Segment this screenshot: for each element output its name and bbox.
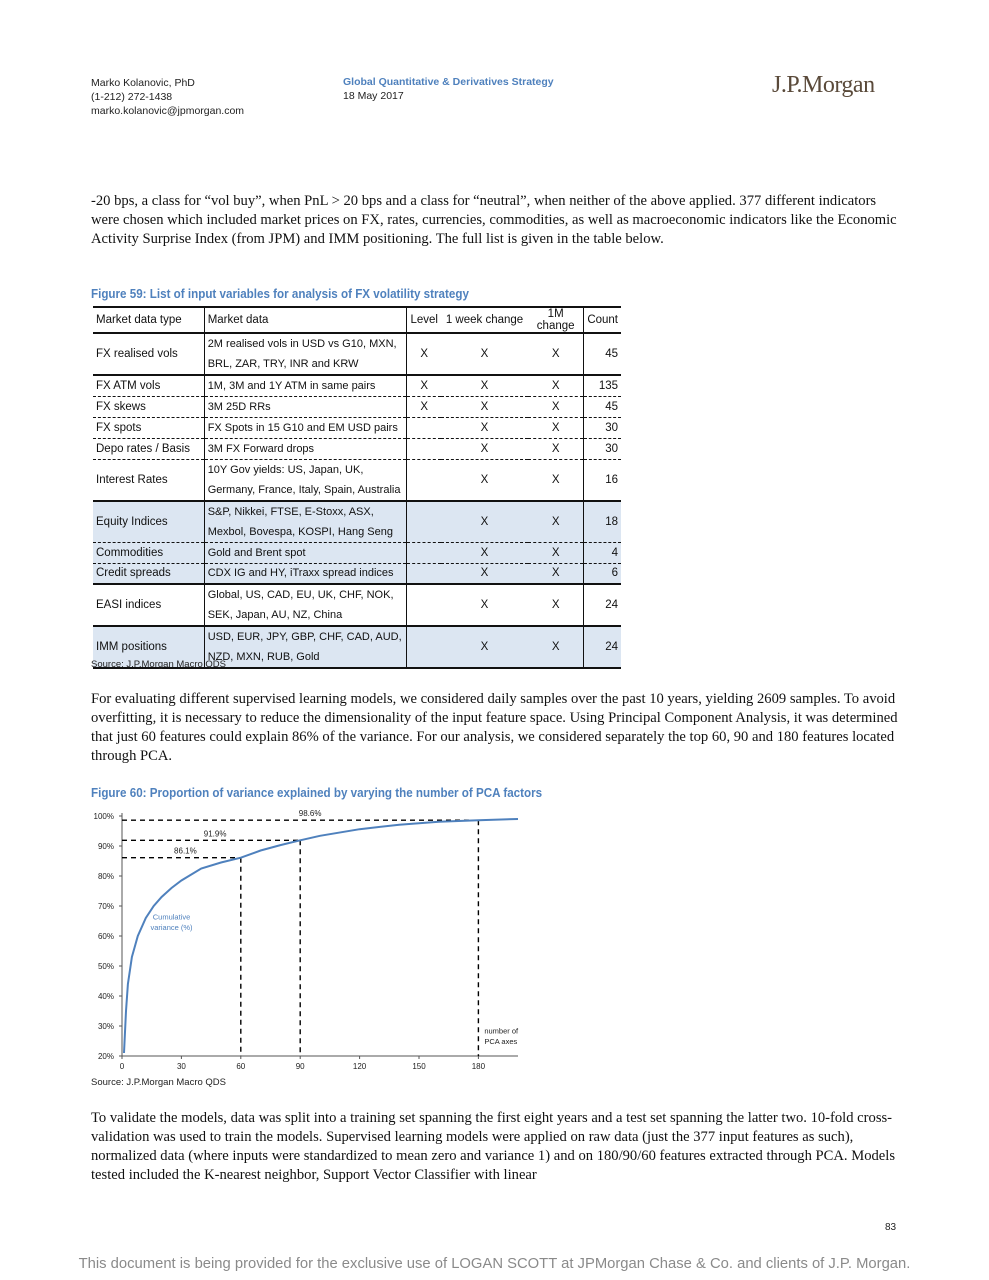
figure-59-source: Source: J.P.Morgan Macro QDS: [91, 659, 226, 670]
cell-week: X: [441, 396, 528, 417]
cell-week: X: [441, 375, 528, 396]
column-header-count: Count: [584, 307, 621, 333]
cell-month: X: [528, 459, 584, 501]
cell-count: 45: [584, 333, 621, 375]
cell-type: IMM positions: [93, 626, 204, 668]
author-email[interactable]: marko.kolanovic@jpmorgan.com: [91, 105, 245, 117]
cell-level: [407, 563, 441, 584]
y-tick-label: 60%: [97, 932, 114, 941]
cell-type: Credit spreads: [93, 563, 204, 584]
cell-count: 135: [584, 375, 621, 396]
cell-count: 30: [584, 417, 621, 438]
cell-week: X: [441, 333, 528, 375]
cell-month: X: [528, 396, 584, 417]
cell-week: X: [441, 542, 528, 563]
cell-count: 45: [584, 396, 621, 417]
cell-type: Equity Indices: [93, 501, 204, 543]
table-row: [93, 542, 621, 563]
cell-data: Global, US, CAD, EU, UK, CHF, NOK, SEK, Japan, AU, NZ, China: [204, 584, 407, 626]
cell-type: FX ATM vols: [93, 375, 204, 396]
figure-60-title: Figure 60: Proportion of variance explained by varying the number of PCA factors: [91, 786, 543, 800]
page-number: 83: [885, 1222, 897, 1233]
annotation-label: 98.6%: [298, 809, 322, 819]
cell-month: X: [528, 501, 584, 543]
cell-type: FX skews: [93, 396, 204, 417]
cell-week: X: [441, 459, 528, 501]
cell-level: [407, 501, 441, 543]
cell-data: S&P, Nikkei, FTSE, E-Stoxx, ASX, Mexbol, Bovespa, KOSPI, Hang Seng: [204, 501, 407, 543]
cell-count: 24: [584, 626, 621, 668]
header-center: [343, 75, 554, 103]
table-row: [93, 417, 621, 438]
cell-month: X: [528, 542, 584, 563]
report-date: 18 May 2017: [343, 90, 404, 102]
cell-type: FX spots: [93, 417, 204, 438]
cell-data: 3M 25D RRs: [204, 396, 407, 417]
author-name: Marko Kolanovic, PhD: [91, 77, 195, 89]
cell-month: X: [528, 333, 584, 375]
input-variables-table: [93, 306, 621, 669]
y-tick-label: 20%: [97, 1052, 114, 1061]
cell-level: [407, 438, 441, 459]
y-tick-label: 40%: [97, 992, 114, 1001]
cell-type: Commodities: [93, 542, 204, 563]
cell-week: X: [441, 584, 528, 626]
y-tick-label: 80%: [97, 872, 114, 881]
annotation-label: 86.1%: [174, 846, 197, 856]
cell-week: X: [441, 438, 528, 459]
table-header-row: [93, 307, 621, 333]
table-row: [93, 563, 621, 584]
table-row: [93, 438, 621, 459]
y-tick-label: 90%: [97, 842, 114, 851]
cell-count: 16: [584, 459, 621, 501]
division-name: Global Quantitative & Derivatives Strategy: [343, 76, 554, 88]
y-tick-label: 100%: [93, 812, 114, 821]
cell-month: X: [528, 563, 584, 584]
column-header-level: Level: [407, 307, 441, 333]
cell-month: X: [528, 626, 584, 668]
cell-data: USD, EUR, JPY, GBP, CHF, CAD, AUD, NZD, MXN, RUB, Gold: [204, 626, 407, 668]
cell-data: 2M realised vols in USD vs G10, MXN, BRL, ZAR, TRY, INR and KRW: [204, 333, 407, 375]
table-row: [93, 584, 621, 626]
cell-week: X: [441, 626, 528, 668]
table-row: [93, 396, 621, 417]
x-tick-label: 180: [471, 1062, 486, 1071]
cell-week: X: [441, 563, 528, 584]
cell-data: 3M FX Forward drops: [204, 438, 407, 459]
x-tick-label: 150: [412, 1062, 426, 1071]
cell-month: X: [528, 438, 584, 459]
x-tick-label: 60: [236, 1062, 246, 1071]
cell-level: X: [407, 375, 441, 396]
cell-type: FX realised vols: [93, 333, 204, 375]
y-tick-label: 50%: [97, 962, 114, 971]
cell-level: [407, 626, 441, 668]
body-paragraph-2: For evaluating different supervised learning models, we considered daily samples over the past 10 years, yielding 2609 samples. To avoid overfitting, it is necessary to reduce the dimensionality of the input feature space. Using Principal Component Analysis, it was determined that just 60 features could explain 86% of the variance. For our analysis, we considered separately the top 60, 90 and 180 features located through PCA.: [91, 691, 898, 764]
cell-level: [407, 542, 441, 563]
cell-data: CDX IG and HY, iTraxx spread indices: [204, 563, 407, 584]
x-axis-label: PCA axes: [484, 1037, 518, 1046]
cell-level: [407, 459, 441, 501]
body-paragraph-1: -20 bps, a class for “vol buy”, when PnL > 20 bps and a class for “neutral”, when neither of the above applied. 377 different indicators were chosen which included market prices on FX, rates, currencies, commodities, as well as macroeconomic indicators like the Economic Activity Surprise Index (from JPM) and IMM positioning. The full list is given in the table below.: [91, 193, 897, 247]
y-tick-label: 30%: [97, 1022, 114, 1031]
cell-level: X: [407, 396, 441, 417]
cell-week: X: [441, 417, 528, 438]
body-paragraph-3: To validate the models, data was split into a training set spanning the first eight years and a test set spanning the latter two. 10-fold cross-validation was used to train the models. Supervised learning models were applied on raw data (just the 377 input features as such), normalized data (where inputs were standardized to mean zero and variance 1) and on 180/90/60 features extracted through PCA. Models tested included the K-nearest neighbor, Support Vector Classifier with linear: [91, 1110, 895, 1183]
cell-count: 18: [584, 501, 621, 543]
table-row: [93, 501, 621, 543]
cell-week: X: [441, 501, 528, 543]
cell-data: FX Spots in 15 G10 and EM USD pairs: [204, 417, 407, 438]
cell-month: X: [528, 584, 584, 626]
table-row: [93, 459, 621, 501]
cell-type: EASI indices: [93, 584, 204, 626]
jpmorgan-logo: J.P.Morgan: [772, 72, 875, 98]
series-label: Cumulative: [152, 912, 191, 922]
column-header-week: 1 week change: [441, 307, 528, 333]
cell-type: Interest Rates: [93, 459, 204, 501]
figure-60-source: Source: J.P.Morgan Macro QDS: [91, 1077, 226, 1088]
x-tick-label: 0: [119, 1062, 125, 1071]
x-axis-label: number of: [484, 1026, 519, 1036]
pca-variance-chart: [86, 803, 536, 1075]
cell-type: Depo rates / Basis: [93, 438, 204, 459]
cell-month: X: [528, 375, 584, 396]
cell-level: X: [407, 333, 441, 375]
cell-data: Gold and Brent spot: [204, 542, 407, 563]
x-tick-label: 90: [295, 1062, 305, 1071]
column-header-data: Market data: [204, 307, 407, 333]
table-row: [93, 333, 621, 375]
figure-59-title: Figure 59: List of input variables for analysis of FX volatility strategy: [91, 287, 469, 301]
cell-count: 24: [584, 584, 621, 626]
cell-level: [407, 417, 441, 438]
cell-level: [407, 584, 441, 626]
annotation-label: 91.9%: [203, 829, 227, 839]
cell-count: 30: [584, 438, 621, 459]
series-label: variance (%): [150, 923, 193, 932]
column-header-month: 1M change: [528, 307, 584, 333]
table-row: [93, 375, 621, 396]
cell-count: 6: [584, 563, 621, 584]
author-phone: (1-212) 272-1438: [91, 91, 173, 103]
cell-data: 1M, 3M and 1Y ATM in same pairs: [204, 375, 407, 396]
x-tick-label: 30: [176, 1062, 186, 1071]
x-tick-label: 120: [352, 1062, 367, 1071]
cell-month: X: [528, 417, 584, 438]
cell-count: 4: [584, 542, 621, 563]
column-header-type: Market data type: [93, 307, 204, 333]
footer-disclaimer: This document is being provided for the exclusive use of LOGAN SCOTT at JPMorgan Chase & Co. and clients of J.P. Morgan.: [78, 1256, 911, 1272]
author-block: [91, 76, 244, 118]
cell-data: 10Y Gov yields: US, Japan, UK, Germany, France, Italy, Spain, Australia: [204, 459, 407, 501]
y-tick-label: 70%: [97, 902, 114, 911]
